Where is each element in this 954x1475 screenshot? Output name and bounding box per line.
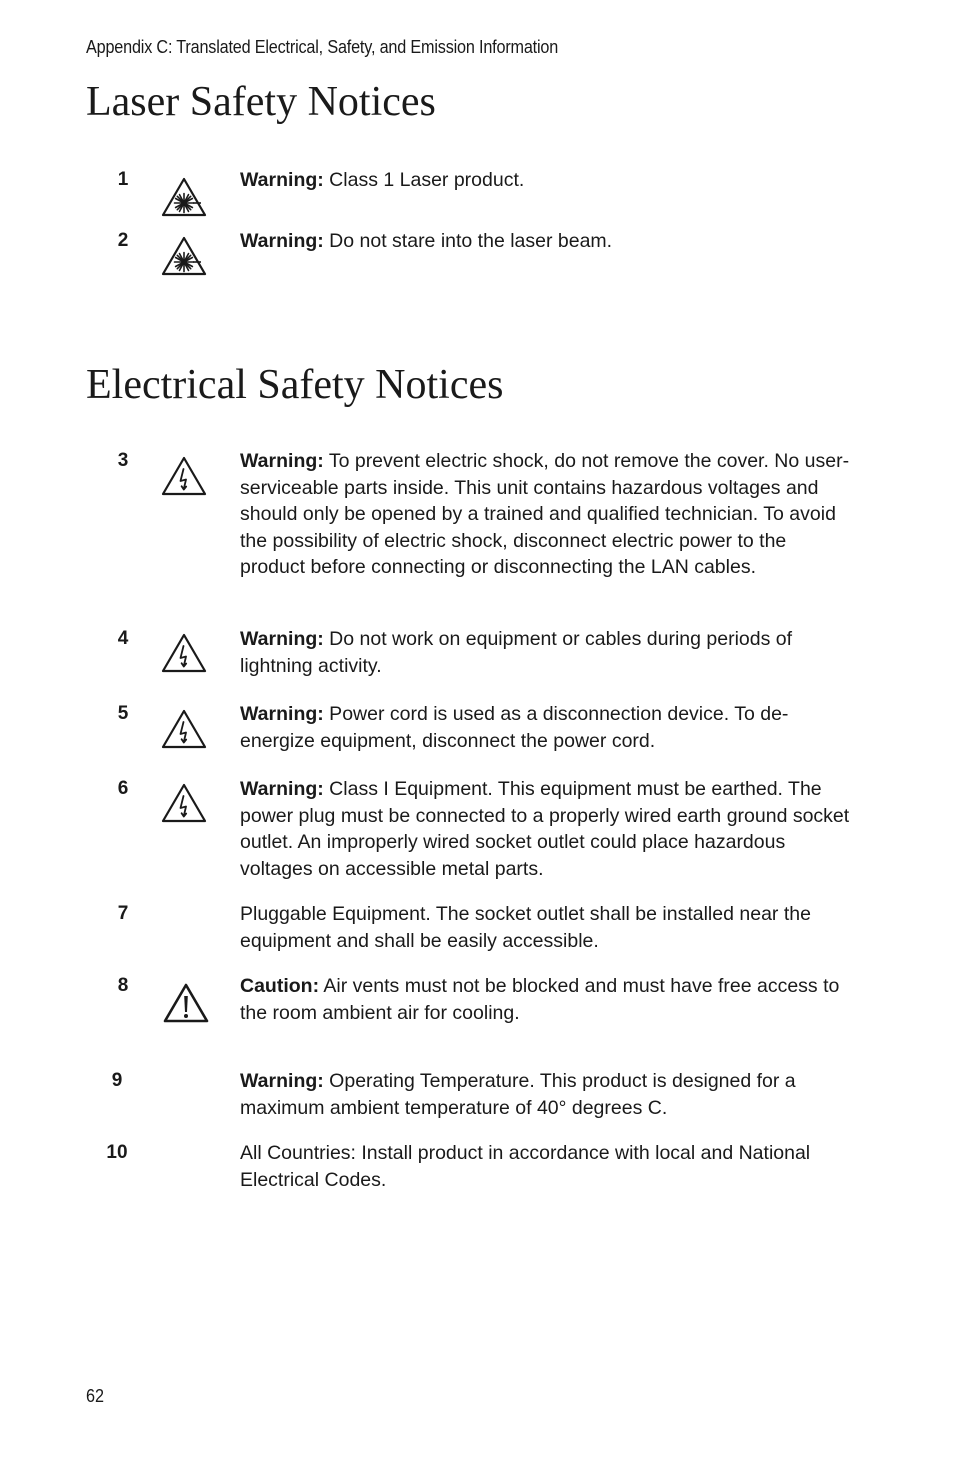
notice-text: Warning: Do not stare into the laser beam.: [240, 230, 613, 252]
notice-text: Warning: Class I Equipment. This equipment must be earthed. The power plug must be connected to a properly wired earth ground socket outlet. An improperly wired socket outlet could place hazardous voltages on accessible metal parts.: [240, 778, 850, 880]
notice-label: Warning:: [240, 169, 324, 191]
notice-number: 6: [117, 778, 129, 799]
notice-number: 10: [106, 1142, 128, 1163]
electrical-hazard-icon: [160, 707, 208, 751]
electrical-hazard-icon: [160, 781, 208, 825]
notice-number: 2: [117, 230, 129, 251]
notice-number: 5: [117, 703, 129, 724]
caution-icon: [162, 981, 210, 1025]
notice-number: 8: [117, 975, 129, 996]
page-number: 62: [86, 1386, 105, 1406]
notice-number: 7: [117, 903, 129, 924]
notice-label: Caution:: [240, 975, 320, 997]
notice-number: 1: [117, 169, 129, 190]
notice-text: Warning: Operating Temperature. This product is designed for a maximum ambient temperature of 40° degrees C.: [240, 1070, 796, 1119]
electrical-hazard-icon: [160, 454, 208, 498]
notice-label: Warning:: [240, 628, 324, 650]
notice-label: Warning:: [240, 778, 324, 800]
electrical-hazard-icon: [160, 631, 208, 675]
notice-text: Warning: Class 1 Laser product.: [240, 169, 525, 191]
notice-text: Warning: To prevent electric shock, do not remove the cover. No user-serviceable parts inside. This unit contains hazardous voltages and should only be opened by a trained and qualified technician. To avoid the possibility of electric shock, disconnect electric power to the product before connecting or disconnecting the LAN cables.: [240, 450, 850, 578]
section-title-laser: Laser Safety Notices: [86, 79, 436, 125]
notice-number: 3: [117, 450, 129, 471]
running-head: Appendix C: Translated Electrical, Safety, and Emission Information: [86, 37, 559, 57]
notice-text: All Countries: Install product in accordance with local and National Electrical Codes.: [240, 1142, 811, 1191]
laser-warning-icon: [160, 234, 208, 278]
notice-number: 4: [117, 628, 129, 649]
notice-text: Warning: Power cord is used as a disconnection device. To de-energize equipment, disconnect the power cord.: [240, 703, 789, 752]
section-title-electrical: Electrical Safety Notices: [86, 362, 504, 408]
notice-label: Warning:: [240, 703, 324, 725]
notice-label: Warning:: [240, 450, 324, 472]
notice-label: Warning:: [240, 1070, 324, 1092]
notice-label: Warning:: [240, 230, 324, 252]
notice-text: Warning: Do not work on equipment or cables during periods of lightning activity.: [240, 628, 793, 677]
notice-text: Pluggable Equipment. The socket outlet shall be installed near the equipment and shall be easily accessible.: [240, 903, 811, 952]
notice-number: 9: [111, 1070, 123, 1091]
laser-warning-icon: [160, 175, 208, 219]
notice-text: Caution: Air vents must not be blocked and must have free access to the room ambient air for cooling.: [240, 975, 840, 1024]
